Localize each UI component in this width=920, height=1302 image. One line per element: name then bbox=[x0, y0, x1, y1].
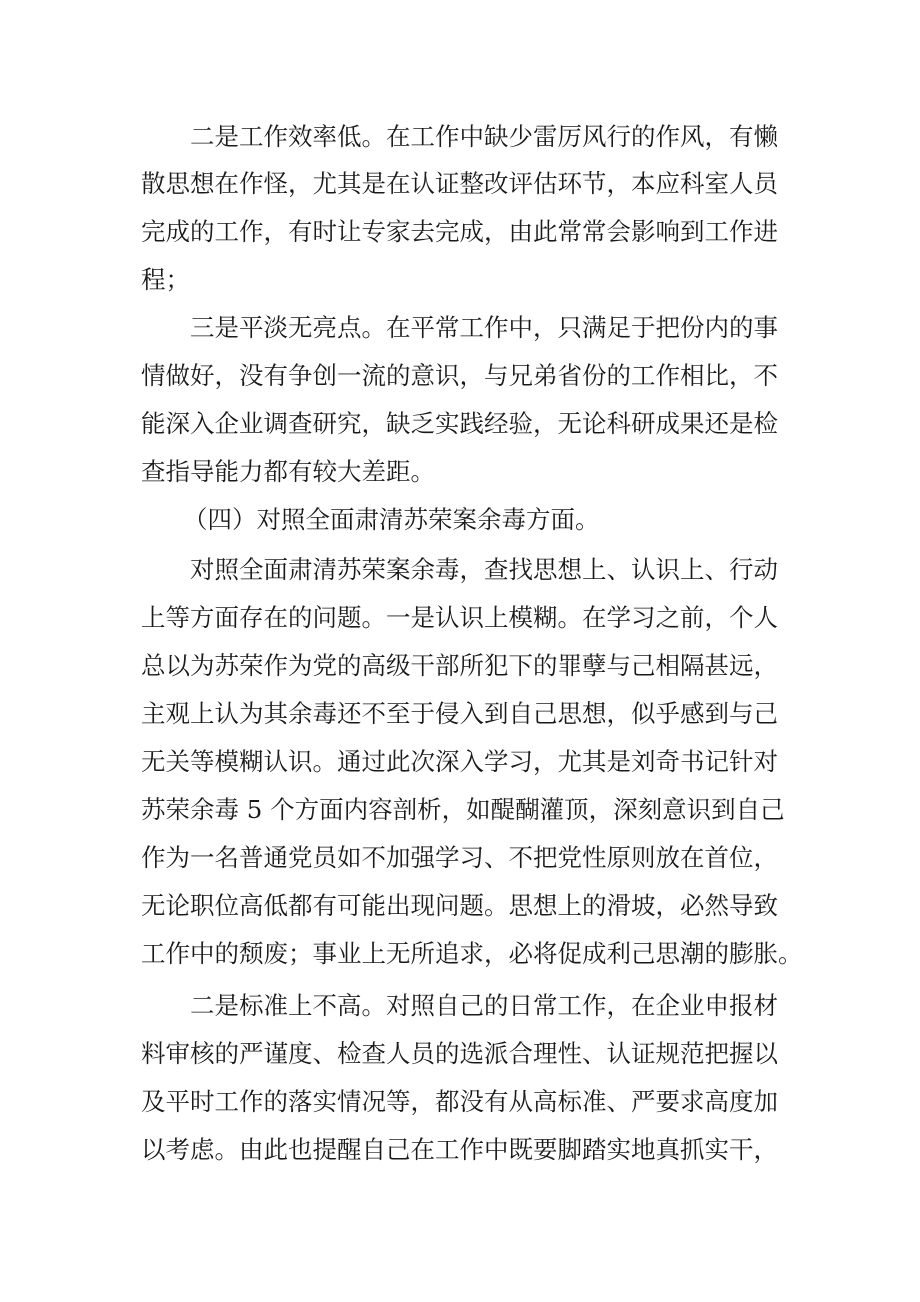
paragraph-line: 总以为苏荣作为党的高级干部所犯下的罪孽与己相隔甚远， bbox=[141, 651, 778, 680]
paragraph-line: 上等方面存在的问题。一是认识上模糊。在学习之前，个人 bbox=[141, 603, 778, 632]
paragraph-line: 散思想在作怪，尤其是在认证整改评估环节，本应科室人员 bbox=[141, 169, 778, 198]
paragraph-line: 作为一名普通党员如不加强学习、不把党性原则放在首位， bbox=[141, 843, 778, 872]
paragraph-line: 主观上认为其余毒还不至于侵入到自己思想，似乎感到与己 bbox=[141, 699, 778, 728]
paragraph-line: 工作中的颓废；事业上无所追求，必将促成利己思潮的膨胀。 bbox=[141, 939, 803, 968]
paragraph-line: 无论职位高低都有可能出现问题。思想上的滑坡，必然导致 bbox=[141, 891, 778, 920]
paragraph-line: 程； bbox=[141, 265, 190, 294]
paragraph-line: 苏荣余毒 5 个方面内容剖析，如醍醐灌顶，深刻意识到自己 bbox=[141, 795, 785, 824]
paragraph-line: 对照全面肃清苏荣案余毒，查找思想上、认识上、行动 bbox=[190, 555, 778, 584]
paragraph-line: 以考虑。由此也提醒自己在工作中既要脚踏实地真抓实干， bbox=[141, 1135, 778, 1164]
paragraph-line: 三是平淡无亮点。在平常工作中，只满足于把份内的事 bbox=[190, 313, 778, 342]
paragraph-line: 能深入企业调查研究，缺乏实践经验，无论科研成果还是检 bbox=[141, 409, 778, 438]
paragraph-line: 二是工作效率低。在工作中缺少雷厉风行的作风，有懒 bbox=[190, 122, 778, 151]
paragraph-line: 二是标准上不高。对照自己的日常工作，在企业申报材 bbox=[190, 991, 778, 1020]
paragraph-line: 情做好，没有争创一流的意识，与兄弟省份的工作相比，不 bbox=[141, 361, 778, 390]
paragraph-line: 查指导能力都有较大差距。 bbox=[141, 457, 435, 486]
paragraph-line: 及平时工作的落实情况等，都没有从高标准、严要求高度加 bbox=[141, 1087, 778, 1116]
section-heading: （四）对照全面肃清苏荣案余毒方面。 bbox=[183, 505, 600, 534]
paragraph-line: 料审核的严谨度、检查人员的选派合理性、认证规范把握以 bbox=[141, 1039, 778, 1068]
paragraph-line: 无关等模糊认识。通过此次深入学习，尤其是刘奇书记针对 bbox=[141, 747, 778, 776]
paragraph-line: 完成的工作，有时让专家去完成，由此常常会影响到工作进 bbox=[141, 217, 778, 246]
